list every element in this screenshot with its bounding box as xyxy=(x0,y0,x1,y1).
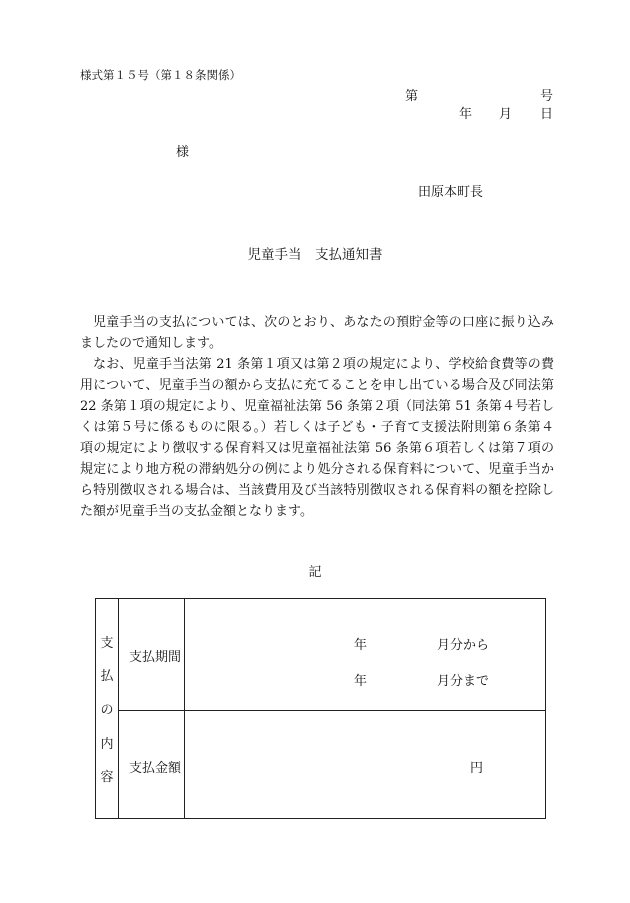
ki-heading: 記 xyxy=(308,565,322,580)
form-number: 様式第１５号（第１８条関係） xyxy=(80,68,241,82)
table-divider xyxy=(118,710,545,711)
period-from-month: 月分から xyxy=(437,638,490,653)
issuer-name: 田原本町長 xyxy=(418,185,484,200)
side-label-char: の xyxy=(100,702,114,718)
payment-amount-unit: 円 xyxy=(470,761,484,776)
side-label-char: 支 xyxy=(100,635,114,651)
addressee-honorific: 様 xyxy=(176,145,190,160)
side-label-char: 払 xyxy=(100,669,114,685)
payment-amount-label: 支払金額 xyxy=(129,761,182,776)
payment-period-label: 支払期間 xyxy=(129,650,182,665)
date-month-label: 月 xyxy=(499,107,513,122)
table-divider xyxy=(118,599,119,818)
period-to-month: 月分まで xyxy=(437,674,490,689)
period-from-year: 年 xyxy=(354,638,368,653)
payment-details-table xyxy=(95,598,546,819)
period-to-year: 年 xyxy=(354,674,368,689)
document-number-suffix: 号 xyxy=(540,89,554,104)
date-day-label: 日 xyxy=(540,107,554,122)
notice-body xyxy=(80,312,554,522)
payment-content-side-label xyxy=(96,599,118,818)
date-year-label: 年 xyxy=(459,107,473,122)
side-label-char: 容 xyxy=(100,770,114,786)
side-label-char: 内 xyxy=(100,736,114,752)
document-title: 児童手当 支払通知書 xyxy=(247,247,383,263)
document-number-prefix: 第 xyxy=(405,89,419,104)
notice-paragraph-2: なお、児童手当法第 21 条第１項又は第２項の規定により、学校給食費等の費用について、児童手当の額から支払に充てることを申し出ている場合及び同法第 22 条第１項の規定により、児童福祉法第 56 条第２項（同法第 51 条第４号若しくは第５号に係るものに限る。）若しくは子ども・子育て支援法附則第６条第４項の規定により徴収する保育料又は児童福祉法第 56 条第６項若しくは第７項の規定により地方税の滞納処分の例により処分される保育料について、児童手当から特別徴収される場合は、当該費用及び当該特別徴収される保育料の額を控除した額が児童手当の支払金額となります。 xyxy=(80,357,554,519)
table-divider xyxy=(184,599,185,818)
notice-paragraph-1: 児童手当の支払については、次のとおり、あなたの預貯金等の口座に振り込みましたので通知します。 xyxy=(80,315,554,351)
